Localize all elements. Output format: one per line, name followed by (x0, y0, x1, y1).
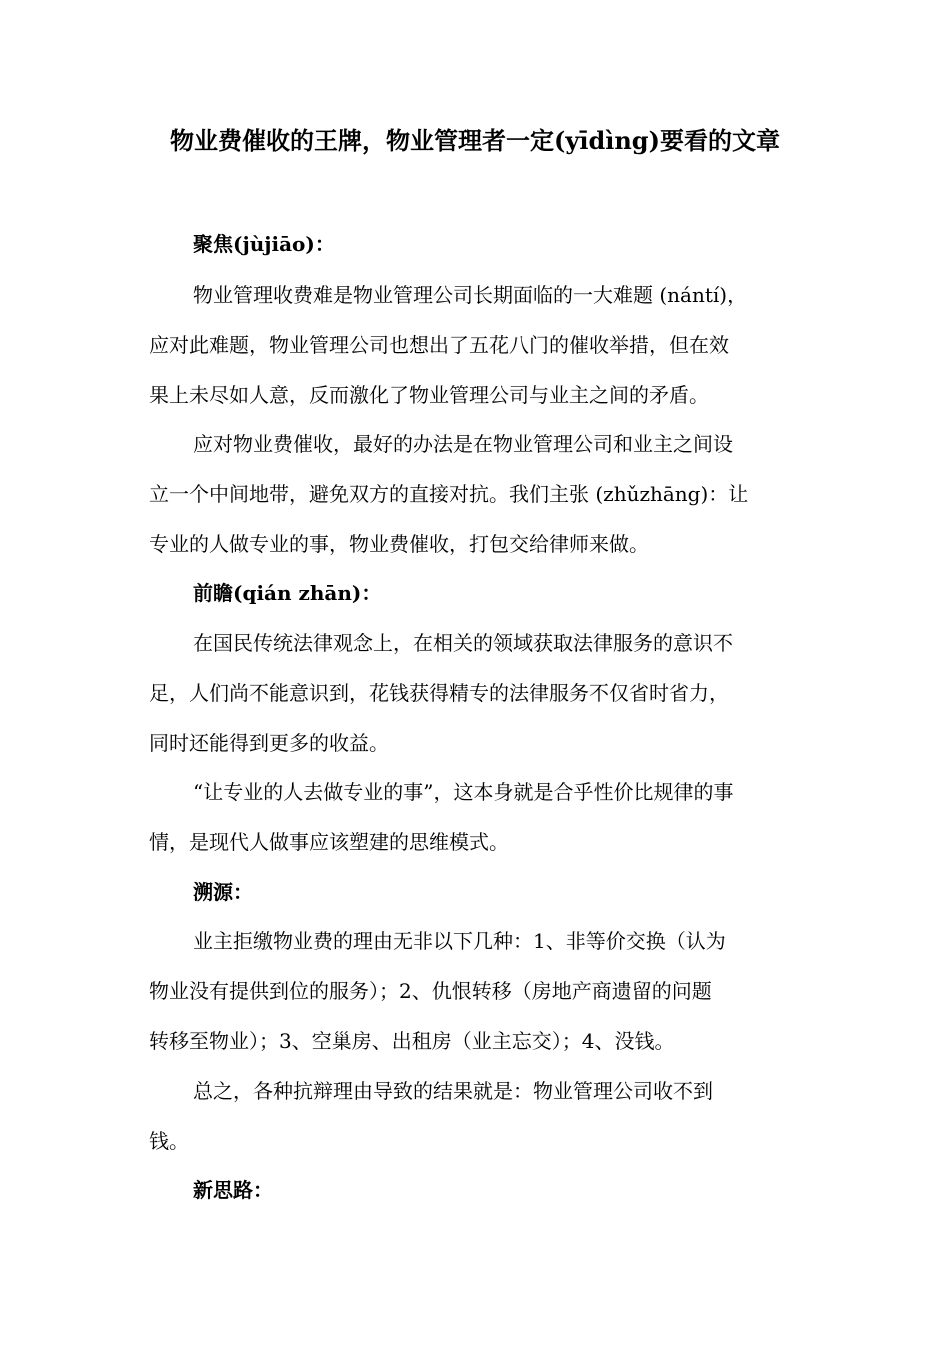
paragraph-line: 情，是现代人做事应该塑建的思维模式。 (149, 830, 509, 854)
paragraph-line: 钱。 (149, 1129, 189, 1153)
paragraph-line: 物业管理收费难是物业管理公司长期面临的一大难题 (nántí)， (193, 283, 748, 307)
paragraph-line: “让专业的人去做专业的事”，这本身就是合乎性价比规律的事 (193, 780, 734, 804)
section-heading-origin: 溯源： (193, 880, 253, 904)
document-title: 物业费催收的王牌，物业管理者一定(yīdìng)要看的文章 (170, 126, 780, 155)
paragraph-line: 应对物业费催收，最好的办法是在物业管理公司和业主之间设 (193, 432, 733, 456)
section-heading-outlook: 前瞻(qián zhān)： (193, 581, 382, 605)
paragraph-line: 总之，各种抗辩理由导致的结果就是：物业管理公司收不到 (193, 1079, 713, 1103)
paragraph-line: 转移至物业）；3、空巢房、出租房（业主忘交）；4、没钱。 (149, 1029, 675, 1053)
section-heading-focus: 聚焦(jùjiāo)： (193, 232, 335, 256)
paragraph-line: 果上未尽如人意，反而激化了物业管理公司与业主之间的矛盾。 (149, 383, 709, 407)
paragraph-line: 应对此难题，物业管理公司也想出了五花八门的催收举措，但在效 (149, 333, 729, 357)
paragraph-line: 物业没有提供到位的服务）；2、仇恨转移（房地产商遗留的问题 (149, 979, 712, 1003)
paragraph-line: 足，人们尚不能意识到，花钱获得精专的法律服务不仅省时省力， (149, 681, 729, 705)
paragraph-line: 业主拒缴物业费的理由无非以下几种：1、非等价交换（认为 (193, 929, 726, 953)
paragraph-line: 专业的人做专业的事，物业费催收，打包交给律师来做。 (149, 532, 649, 556)
paragraph-line: 在国民传统法律观念上，在相关的领域获取法律服务的意识不 (193, 631, 733, 655)
section-heading-new-approach: 新思路： (193, 1178, 273, 1202)
paragraph-line: 立一个中间地带，避免双方的直接对抗。我们主张 (zhǔzhāng)：让 (149, 482, 749, 506)
paragraph-line: 同时还能得到更多的收益。 (149, 731, 389, 755)
